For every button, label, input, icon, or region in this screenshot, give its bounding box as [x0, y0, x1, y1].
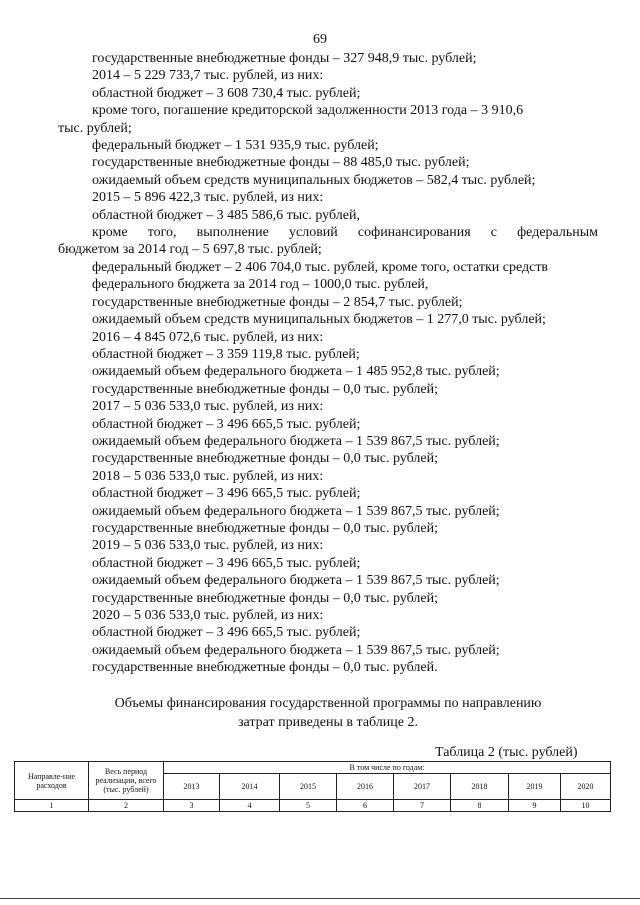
table-caption: Таблица 2 (тыс. рублей)	[435, 745, 578, 760]
text-line: областной бюджет – 3 359 119,8 тыс. рублей;	[92, 346, 360, 362]
text-line: федеральный бюджет – 1 531 935,9 тыс. рублей;	[92, 138, 379, 154]
text-line: государственные внебюджетные фонды – 2 854,7 тыс. рублей;	[92, 294, 463, 310]
text-line: областной бюджет – 3 496 665,5 тыс. рублей;	[92, 486, 361, 502]
year-header-cell: 2020	[561, 774, 611, 800]
column-number-cell: 9	[509, 800, 561, 812]
text-line: государственные внебюджетные фонды – 0,0 тыс. рублей;	[92, 451, 438, 467]
text-line: кроме того, выполнение условий софинансирования с федеральным	[92, 225, 598, 241]
text-line: федеральный бюджет – 2 406 704,0 тыс. рублей, кроме того, остатки средств	[92, 259, 549, 275]
text-line: областной бюджет – 3 608 730,4 тыс. рублей;	[92, 85, 361, 101]
text-line: 2020 – 5 036 533,0 тыс. рублей, из них:	[92, 608, 324, 623]
financing-table	[14, 761, 611, 812]
text-line: областной бюджет – 3 496 665,5 тыс. рублей;	[92, 625, 361, 641]
text-line: 2019 – 5 036 533,0 тыс. рублей, из них:	[92, 538, 324, 554]
text-line: ожидаемый объем средств муниципальных бюджетов – 582,4 тыс. рублей;	[92, 172, 536, 188]
column-number-cell: 6	[337, 800, 394, 812]
section-heading-line-2: затрат приведены в таблице 2.	[238, 715, 418, 730]
text-line: государственные внебюджетные фонды – 0,0 тыс. рублей.	[92, 660, 438, 676]
year-header-cell: 2017	[394, 774, 451, 800]
budget-text-body	[58, 50, 598, 677]
page-number: 69	[313, 32, 327, 47]
text-line: областной бюджет – 3 485 586,6 тыс. рублей,	[92, 207, 360, 223]
page-bottom-rule	[0, 898, 640, 899]
column-number-cell: 10	[561, 800, 611, 812]
text-line: государственные внебюджетные фонды – 0,0 тыс. рублей;	[92, 381, 438, 397]
text-line: государственные внебюджетные фонды – 0,0 тыс. рублей;	[92, 590, 438, 606]
header-direction: Направле-ние расходов	[15, 762, 89, 800]
text-line: тыс. рублей;	[58, 120, 132, 136]
year-header-cell: 2013	[164, 774, 220, 800]
text-line: государственные внебюджетные фонды – 88 485,0 тыс. рублей;	[92, 155, 470, 171]
text-line: 2016 – 4 845 072,6 тыс. рублей, из них:	[92, 329, 324, 345]
section-heading	[58, 694, 598, 732]
text-line: государственные внебюджетные фонды – 0,0 тыс. рублей;	[92, 520, 438, 536]
header-total: Весь период реализации, всего (тыс. рублей)	[89, 762, 164, 800]
text-line: областной бюджет – 3 496 665,5 тыс. рублей;	[92, 555, 361, 571]
year-header-cell: 2019	[509, 774, 561, 800]
column-number-cell: 8	[451, 800, 509, 812]
column-number-cell: 3	[164, 800, 220, 812]
year-header-cell: 2016	[337, 774, 394, 800]
text-line: бюджетом за 2014 год – 5 697,8 тыс. рублей;	[58, 242, 322, 258]
text-line: ожидаемый объем федерального бюджета – 1 485 952,8 тыс. рублей;	[92, 364, 500, 380]
year-header-cell: 2015	[280, 774, 337, 800]
year-header-cell: 2018	[451, 774, 509, 800]
header-by-year: В том числе по годам:	[164, 762, 611, 774]
text-line: ожидаемый объем федерального бюджета – 1 539 867,5 тыс. рублей;	[92, 642, 500, 658]
text-line: федерального бюджета за 2014 год – 1000,0 тыс. рублей,	[92, 277, 429, 293]
text-line: 2015 – 5 896 422,3 тыс. рублей, из них:	[92, 190, 324, 206]
column-number-cell: 7	[394, 800, 451, 812]
text-line: 2018 – 5 036 533,0 тыс. рублей, из них:	[92, 468, 324, 484]
table-numbering-row	[15, 800, 611, 812]
text-line: кроме того, погашение кредиторской задолженности 2013 года – 3 910,6	[92, 103, 524, 119]
text-line: государственные внебюджетные фонды – 327 948,9 тыс. рублей;	[92, 51, 477, 66]
column-number-cell: 2	[89, 800, 164, 812]
text-line: 2017 – 5 036 533,0 тыс. рублей, из них:	[92, 399, 324, 415]
text-line: ожидаемый объем федерального бюджета – 1 539 867,5 тыс. рублей;	[92, 503, 500, 519]
text-line: ожидаемый объем федерального бюджета – 1 539 867,5 тыс. рублей;	[92, 573, 500, 589]
text-line: 2014 – 5 229 733,7 тыс. рублей, из них:	[92, 68, 324, 84]
year-header-cell: 2014	[220, 774, 280, 800]
text-line: областной бюджет – 3 496 665,5 тыс. рублей;	[92, 416, 361, 432]
text-line: ожидаемый объем федерального бюджета – 1 539 867,5 тыс. рублей;	[92, 433, 500, 449]
column-number-cell: 4	[220, 800, 280, 812]
column-number-cell: 1	[15, 800, 89, 812]
text-line: ожидаемый объем средств муниципальных бюджетов – 1 277,0 тыс. рублей;	[92, 312, 546, 328]
table-header-row-1	[15, 762, 611, 774]
column-number-cell: 5	[280, 800, 337, 812]
section-heading-line-1: Объемы финансирования государственной программы по направлению	[114, 696, 542, 711]
